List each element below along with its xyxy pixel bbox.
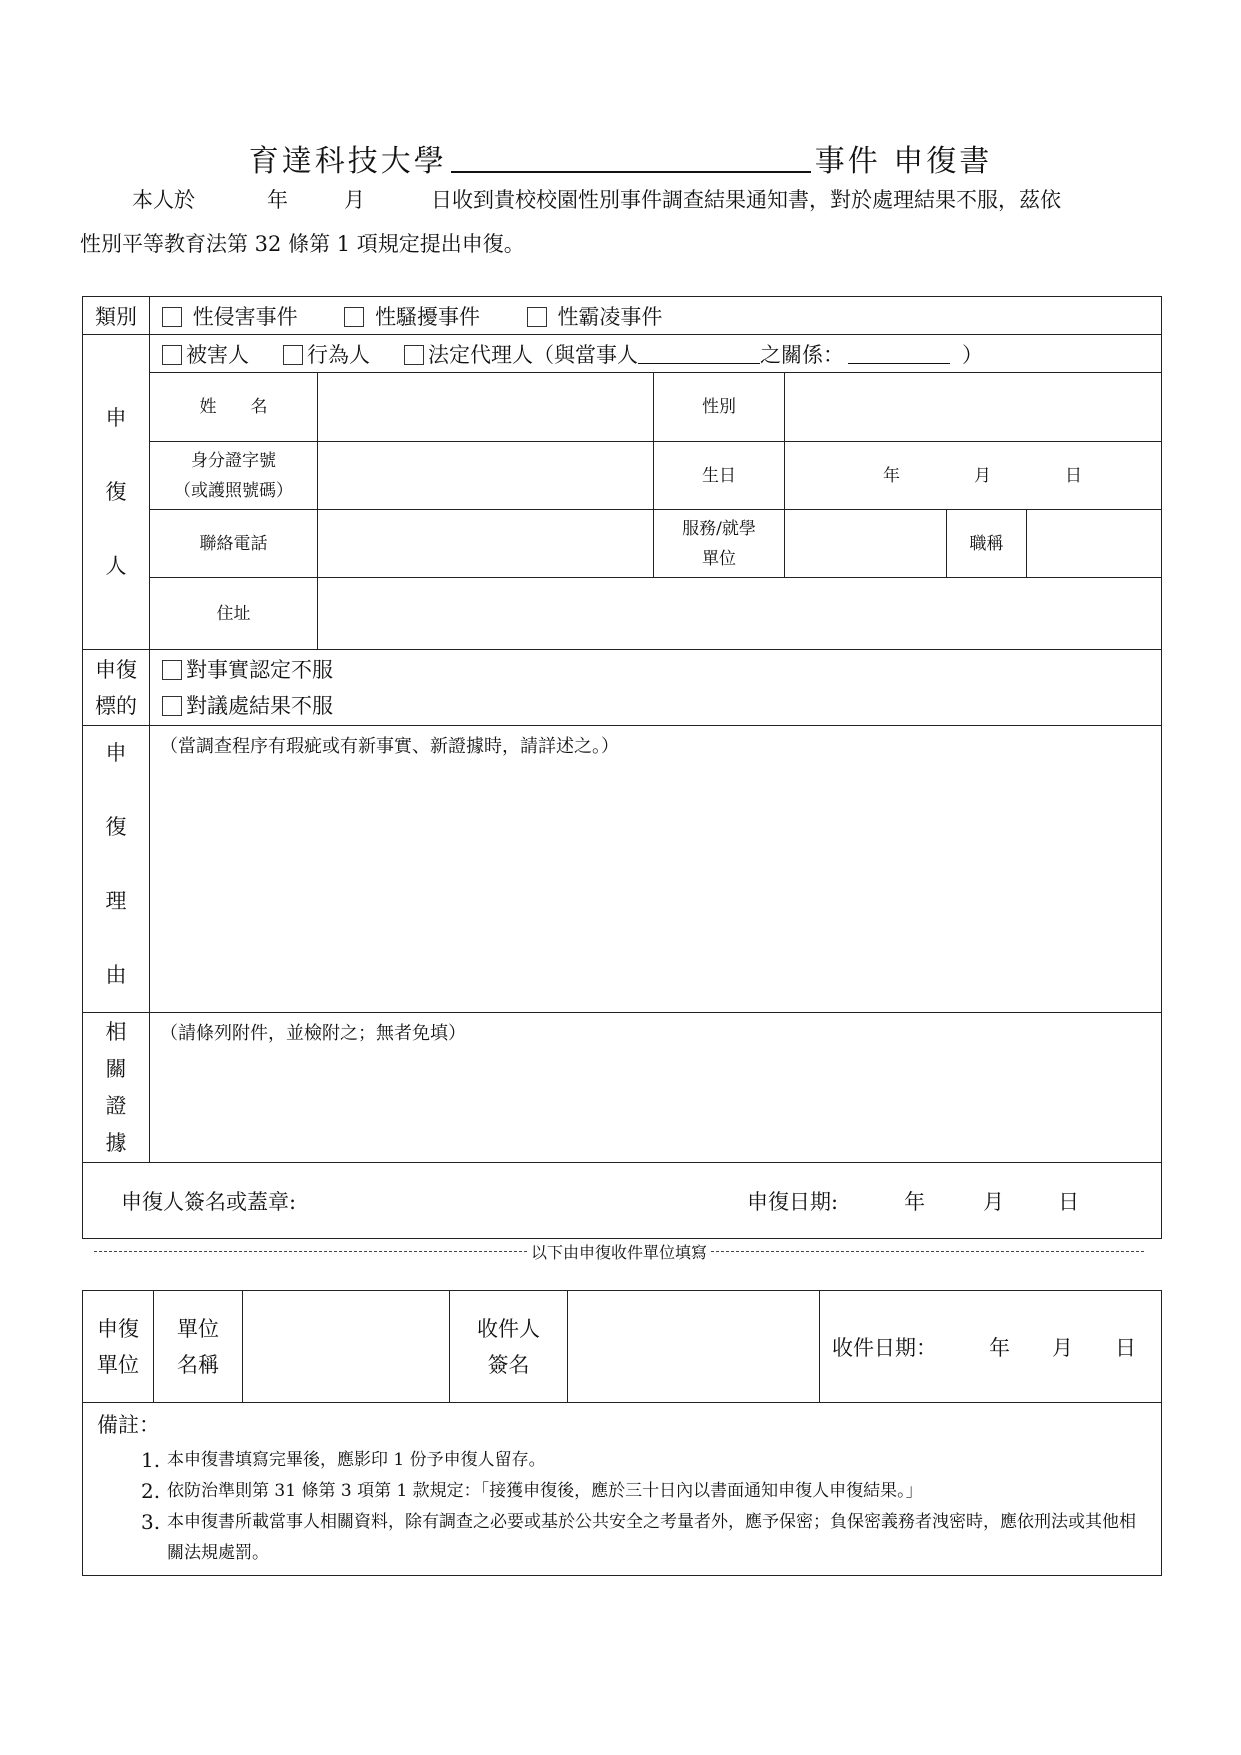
checkbox-icon[interactable] <box>162 307 182 327</box>
receiver-signature-input[interactable] <box>568 1291 820 1403</box>
notes-title: 備註： <box>97 1413 160 1437</box>
role-actor[interactable]: 行為人 <box>283 343 370 367</box>
job-title-label: 職稱 <box>947 510 1027 578</box>
gender-input[interactable] <box>785 373 1162 442</box>
checkbox-icon[interactable] <box>527 307 547 327</box>
title-prefix: 育達科技大學 <box>248 144 447 179</box>
divider-dash-left <box>94 1251 527 1252</box>
intro-line-2: 性別平等教育法第 32 條第 1 項規定提出申復。 <box>80 232 525 256</box>
receiving-unit-label: 申復 單位 <box>83 1291 154 1403</box>
job-title-input[interactable] <box>1027 510 1162 578</box>
checkbox-icon[interactable] <box>162 345 182 365</box>
role-victim[interactable]: 被害人 <box>162 343 249 367</box>
name-input[interactable] <box>318 373 654 442</box>
category-row <box>83 297 1162 335</box>
checkbox-icon[interactable] <box>162 696 182 716</box>
checkbox-icon[interactable] <box>344 307 364 327</box>
appeal-date-label: 申復日期: <box>747 1189 839 1214</box>
notes-list <box>97 1445 1147 1569</box>
gender-label: 性別 <box>654 373 785 442</box>
category-options <box>150 297 1162 335</box>
name-label: 姓 名 <box>150 373 318 442</box>
option-sexual-harassment[interactable]: 性騷擾事件 <box>344 305 480 329</box>
signature-cell[interactable]: 申復人簽名或蓋章: 申復日期: 年 月 日 <box>83 1163 1162 1239</box>
phone-input[interactable] <box>318 510 654 578</box>
unit-name-label: 單位 名稱 <box>154 1291 243 1403</box>
receiving-divider <box>94 1240 1144 1263</box>
checkbox-icon[interactable] <box>404 345 424 365</box>
reason-input[interactable]: （當調查程序有瑕疵或有新事實、新證據時，請詳述之。） <box>150 726 1162 1013</box>
address-input[interactable] <box>318 578 1162 650</box>
role-row <box>83 335 1162 373</box>
address-label: 住址 <box>150 578 318 650</box>
form-title <box>0 136 1241 180</box>
intro-paragraph <box>80 178 1160 266</box>
applicant-label: 申 復 人 <box>83 335 150 650</box>
intro-year: 年 <box>267 188 288 212</box>
address-row <box>83 578 1162 650</box>
note-item: 1. 本申復書填寫完畢後，應影印 1 份予申復人留存。 <box>141 1448 546 1472</box>
category-label: 類別 <box>83 297 150 335</box>
relation-label: 之關係： <box>760 342 844 367</box>
relation-blank[interactable] <box>848 342 950 364</box>
evidence-label: 相 關 證 據 <box>83 1013 150 1163</box>
birthday-input[interactable]: 年 月 日 <box>785 442 1162 510</box>
name-row <box>83 373 1162 442</box>
target-options <box>150 650 1162 726</box>
unit-label: 服務/就學 單位 <box>654 510 785 578</box>
intro-month: 月 <box>344 188 365 212</box>
divider-dash-right <box>711 1251 1144 1252</box>
intro-line-1 <box>80 178 1160 222</box>
id-row <box>83 442 1162 510</box>
id-label: 身分證字號 （或護照號碼） <box>150 442 318 510</box>
receiver-label: 收件人 簽名 <box>450 1291 568 1403</box>
id-input[interactable] <box>318 442 654 510</box>
reason-label: 申 復 理 由 <box>83 726 150 1013</box>
evidence-row <box>83 1013 1162 1163</box>
notes-cell <box>83 1403 1162 1576</box>
checkbox-icon[interactable] <box>162 660 182 680</box>
birthday-label: 生日 <box>654 442 785 510</box>
signature-row <box>83 1163 1162 1239</box>
reason-row <box>83 726 1162 1013</box>
intro-text-d: 日收到貴校校園性別事件調查結果通知書，對於處理結果不服，茲依 <box>431 188 1061 212</box>
title-suffix: 事件 申復書 <box>814 144 993 179</box>
option-disciplinary-result[interactable]: 對議處結果不服 <box>162 688 1161 724</box>
signature-label: 申復人簽名或蓋章: <box>121 1189 297 1214</box>
option-fact-finding[interactable]: 對事實認定不服 <box>162 652 1161 688</box>
note-item: 3. 本申復書所載當事人相關資料，除有調查之必要或基於公共安全之考量者外，應予保密；負保密義務者洩密時，應依刑法或其他相關法規處罰。 <box>141 1510 1136 1563</box>
event-name-blank[interactable] <box>451 145 811 173</box>
intro-text-a: 本人於 <box>132 188 195 212</box>
unit-name-input[interactable] <box>243 1291 450 1403</box>
target-label: 申復 標的 <box>83 650 150 726</box>
receiving-row <box>83 1291 1162 1403</box>
divider-text: 以下由申復收件單位填寫 <box>531 1243 708 1262</box>
note-item: 2. 依防治準則第 31 條第 3 項第 1 款規定：「接獲申復後，應於三十日內以書面通知申復人申復結果。」 <box>141 1479 923 1503</box>
checkbox-icon[interactable] <box>283 345 303 365</box>
receiving-table <box>82 1290 1162 1576</box>
role-guardian[interactable]: 法定代理人（與當事人 <box>404 343 638 367</box>
option-sexual-assault[interactable]: 性侵害事件 <box>162 305 298 329</box>
receipt-date-label: 收件日期： <box>832 1335 937 1360</box>
unit-input[interactable] <box>785 510 947 578</box>
evidence-input[interactable]: （請條列附件，並檢附之；無者免填） <box>150 1013 1162 1163</box>
option-sexual-bullying[interactable]: 性霸凌事件 <box>527 305 663 329</box>
relation-party-blank[interactable] <box>638 342 760 364</box>
receipt-date-cell[interactable]: 收件日期： 年 月 日 <box>820 1291 1162 1403</box>
phone-label: 聯絡電話 <box>150 510 318 578</box>
target-row <box>83 650 1162 726</box>
appeal-form-table <box>82 296 1162 1239</box>
role-options: 被害人 行為人 法定代理人（與當事人 之關係： ） <box>150 335 1162 373</box>
phone-row <box>83 510 1162 578</box>
notes-row <box>83 1403 1162 1576</box>
